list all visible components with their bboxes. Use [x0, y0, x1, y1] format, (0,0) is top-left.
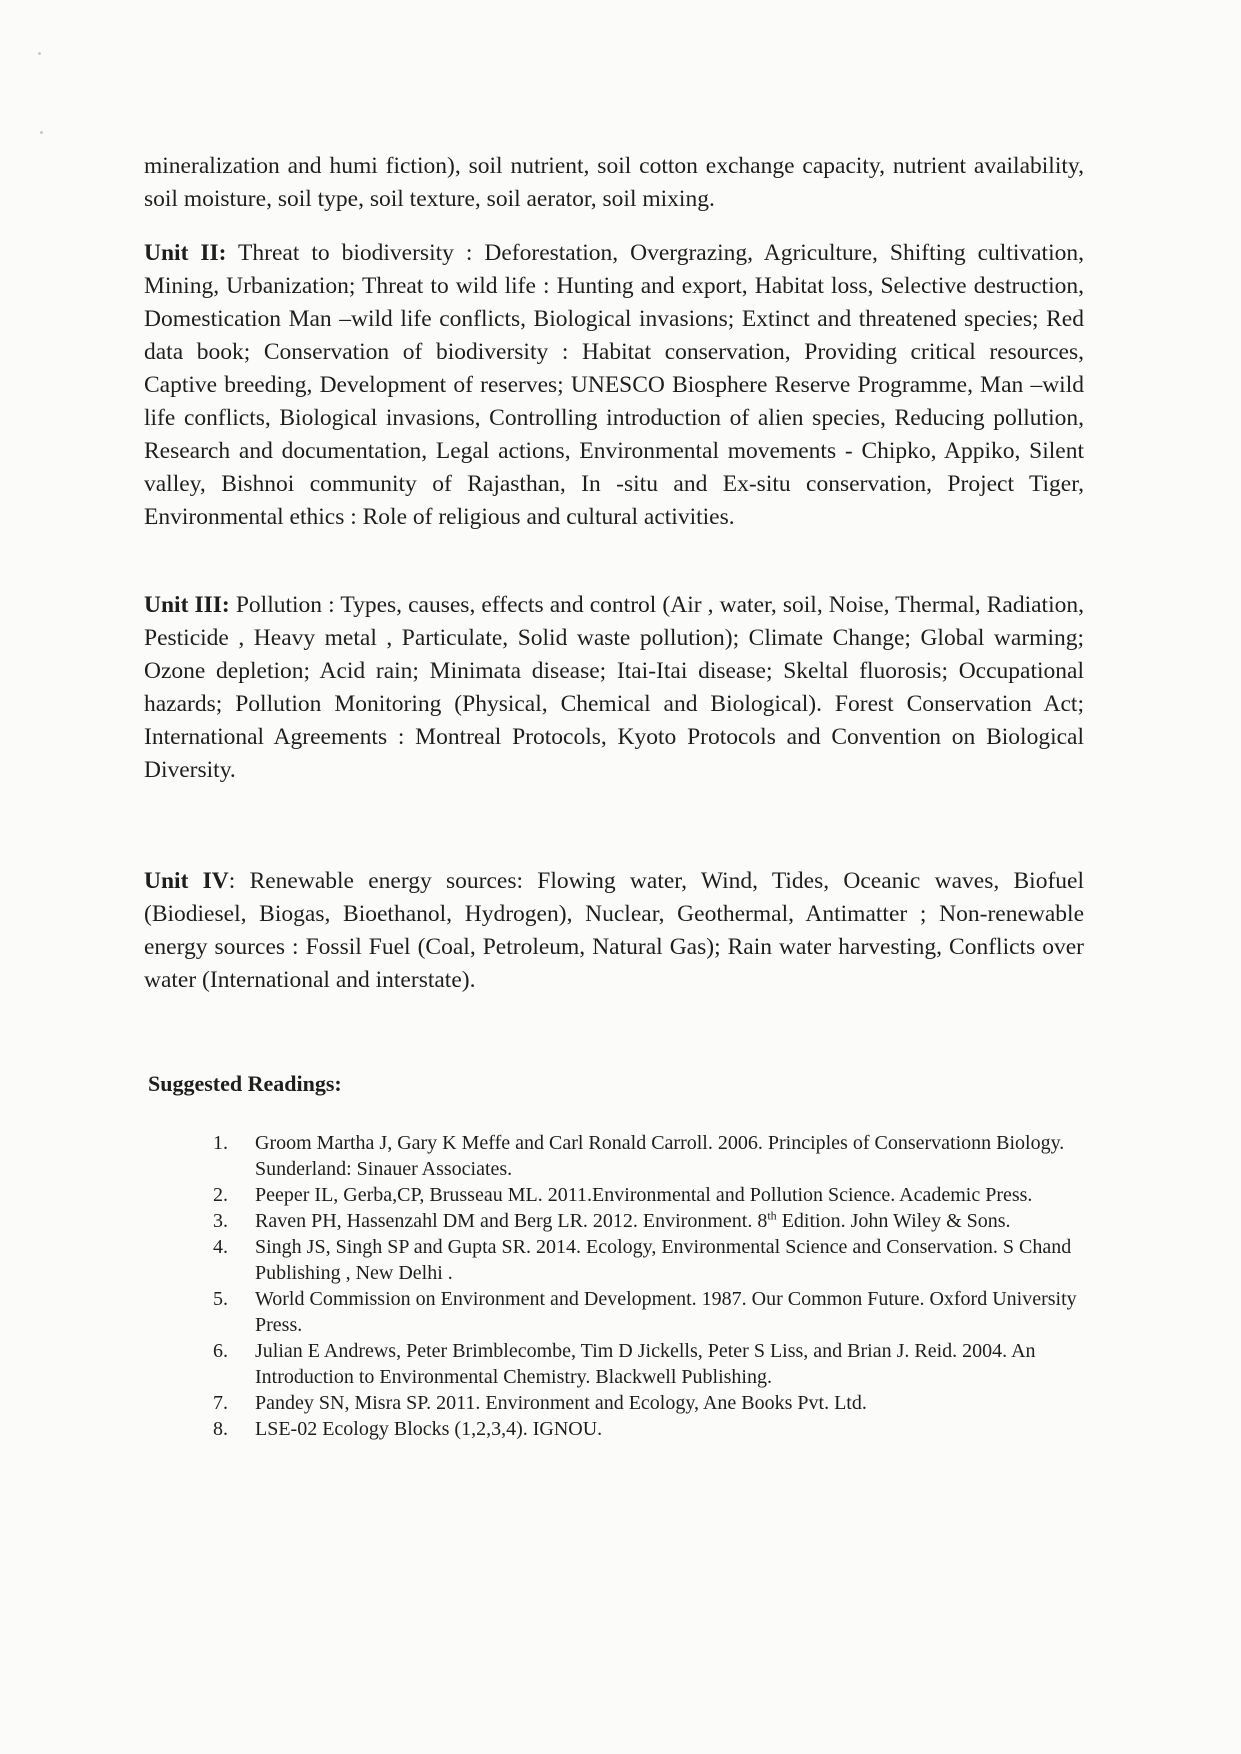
reading-number: 3.: [213, 1210, 228, 1232]
reading-item: [213, 1182, 1093, 1208]
reading-item: [213, 1416, 1093, 1442]
scan-speck: [40, 131, 43, 134]
scan-speck: [38, 52, 41, 55]
unit-4-label: Unit IV: [144, 868, 229, 894]
reading-number: 6.: [213, 1340, 228, 1362]
reading-item: [213, 1286, 1093, 1338]
unit-3-label: Unit III:: [144, 592, 230, 618]
reading-text: Julian E Andrews, Peter Brimblecombe, Tim D Jickells, Peter S Liss, and Brian J. Reid. 2004. An Introduction to Environmental Chemistry. Blackwell Publishing.: [255, 1340, 1036, 1388]
reading-text: Singh JS, Singh SP and Gupta SR. 2014. Ecology, Environmental Science and Conservation. S Chand Publishing , New Delhi .: [255, 1236, 1072, 1284]
reading-text: LSE-02 Ecology Blocks (1,2,3,4). IGNOU.: [255, 1418, 603, 1440]
suggested-readings-list: [213, 1130, 1093, 1442]
reading-number: 4.: [213, 1236, 228, 1258]
reading-number: 1.: [213, 1132, 228, 1154]
unit-2-label: Unit II:: [144, 240, 227, 266]
reading-text: Peeper IL, Gerba,CP, Brusseau ML. 2011.Environmental and Pollution Science. Academic Press.: [255, 1184, 1033, 1206]
reading-text: World Commission on Environment and Development. 1987. Our Common Future. Oxford University Press.: [255, 1288, 1077, 1336]
reading-text: Pandey SN, Misra SP. 2011. Environment and Ecology, Ane Books Pvt. Ltd.: [255, 1392, 867, 1414]
reading-number: 7.: [213, 1392, 228, 1414]
reading-number: 5.: [213, 1288, 228, 1310]
continuation-text: mineralization and humi fiction), soil nutrient, soil cotton exchange capacity, nutrient availability, soil moisture, soil type, soil texture, soil aerator, soil mixing.: [144, 153, 1084, 212]
reading-text: Groom Martha J, Gary K Meffe and Carl Ronald Carroll. 2006. Principles of Conservationn Biology. Sunderland: Sinauer Associates.: [255, 1132, 1065, 1180]
continuation-paragraph: [144, 150, 1084, 216]
unit-2-paragraph: [144, 237, 1084, 534]
unit-4-paragraph: [144, 865, 1084, 997]
reading-item: [213, 1338, 1093, 1390]
reading-number: 2.: [213, 1184, 228, 1206]
unit-4-text: : Renewable energy sources: Flowing water, Wind, Tides, Oceanic waves, Biofuel (Biodiesel, Biogas, Bioethanol, Hydrogen), Nuclear, Geothermal, Antimatter ; Non-renewable energy sources : Fossil Fuel (Coal, Petroleum, Natural Gas); Rain water harvesting, Conflicts over water (International and interstate).: [144, 868, 1084, 993]
reading-text-start: Raven PH, Hassenzahl DM and Berg LR. 2012. Environment. 8: [255, 1210, 768, 1232]
reading-text-end: Edition. John Wiley & Sons.: [776, 1210, 1011, 1232]
reading-number: 8.: [213, 1418, 228, 1440]
unit-3-text: Pollution : Types, causes, effects and control (Air , water, soil, Noise, Thermal, Radiation, Pesticide , Heavy metal , Particulate, Solid waste pollution); Climate Change; Global warming; Ozone depletion; Acid rain; Minimata disease; Itai-Itai disease; Skeltal fluorosis; Occupational hazards; Pollution Monitoring (Physical, Chemical and Biological). Forest Conservation Act; International Agreements : Montreal Protocols, Kyoto Protocols and Convention on Biological Diversity.: [144, 592, 1084, 783]
unit-2-text: Threat to biodiversity : Deforestation, Overgrazing, Agriculture, Shifting cultivation, Mining, Urbanization; Threat to wild life : Hunting and export, Habitat loss, Selective destruction, Domestication Man –wild life conflicts, Biological invasions; Extinct and threatened species; Red data book; Conservation of biodiversity : Habitat conservation, Providing critical resources, Captive breeding, Development of reserves; UNESCO Biosphere Reserve Programme, Man –wild life conflicts, Biological invasions, Controlling introduction of alien species, Reducing pollution, Research and documentation, Legal actions, Environmental movements - Chipko, Appiko, Silent valley, Bishnoi community of Rajasthan, In -situ and Ex-situ conservation, Project Tiger, Environmental ethics : Role of religious and cultural activities.: [144, 240, 1084, 530]
ordinal-suffix: th: [767, 1208, 777, 1223]
reading-item: [213, 1234, 1093, 1286]
reading-item: [213, 1208, 1093, 1234]
reading-item: [213, 1390, 1093, 1416]
suggested-readings-heading: Suggested Readings:: [148, 1071, 342, 1096]
reading-item: [213, 1130, 1093, 1182]
unit-3-paragraph: [144, 589, 1084, 787]
